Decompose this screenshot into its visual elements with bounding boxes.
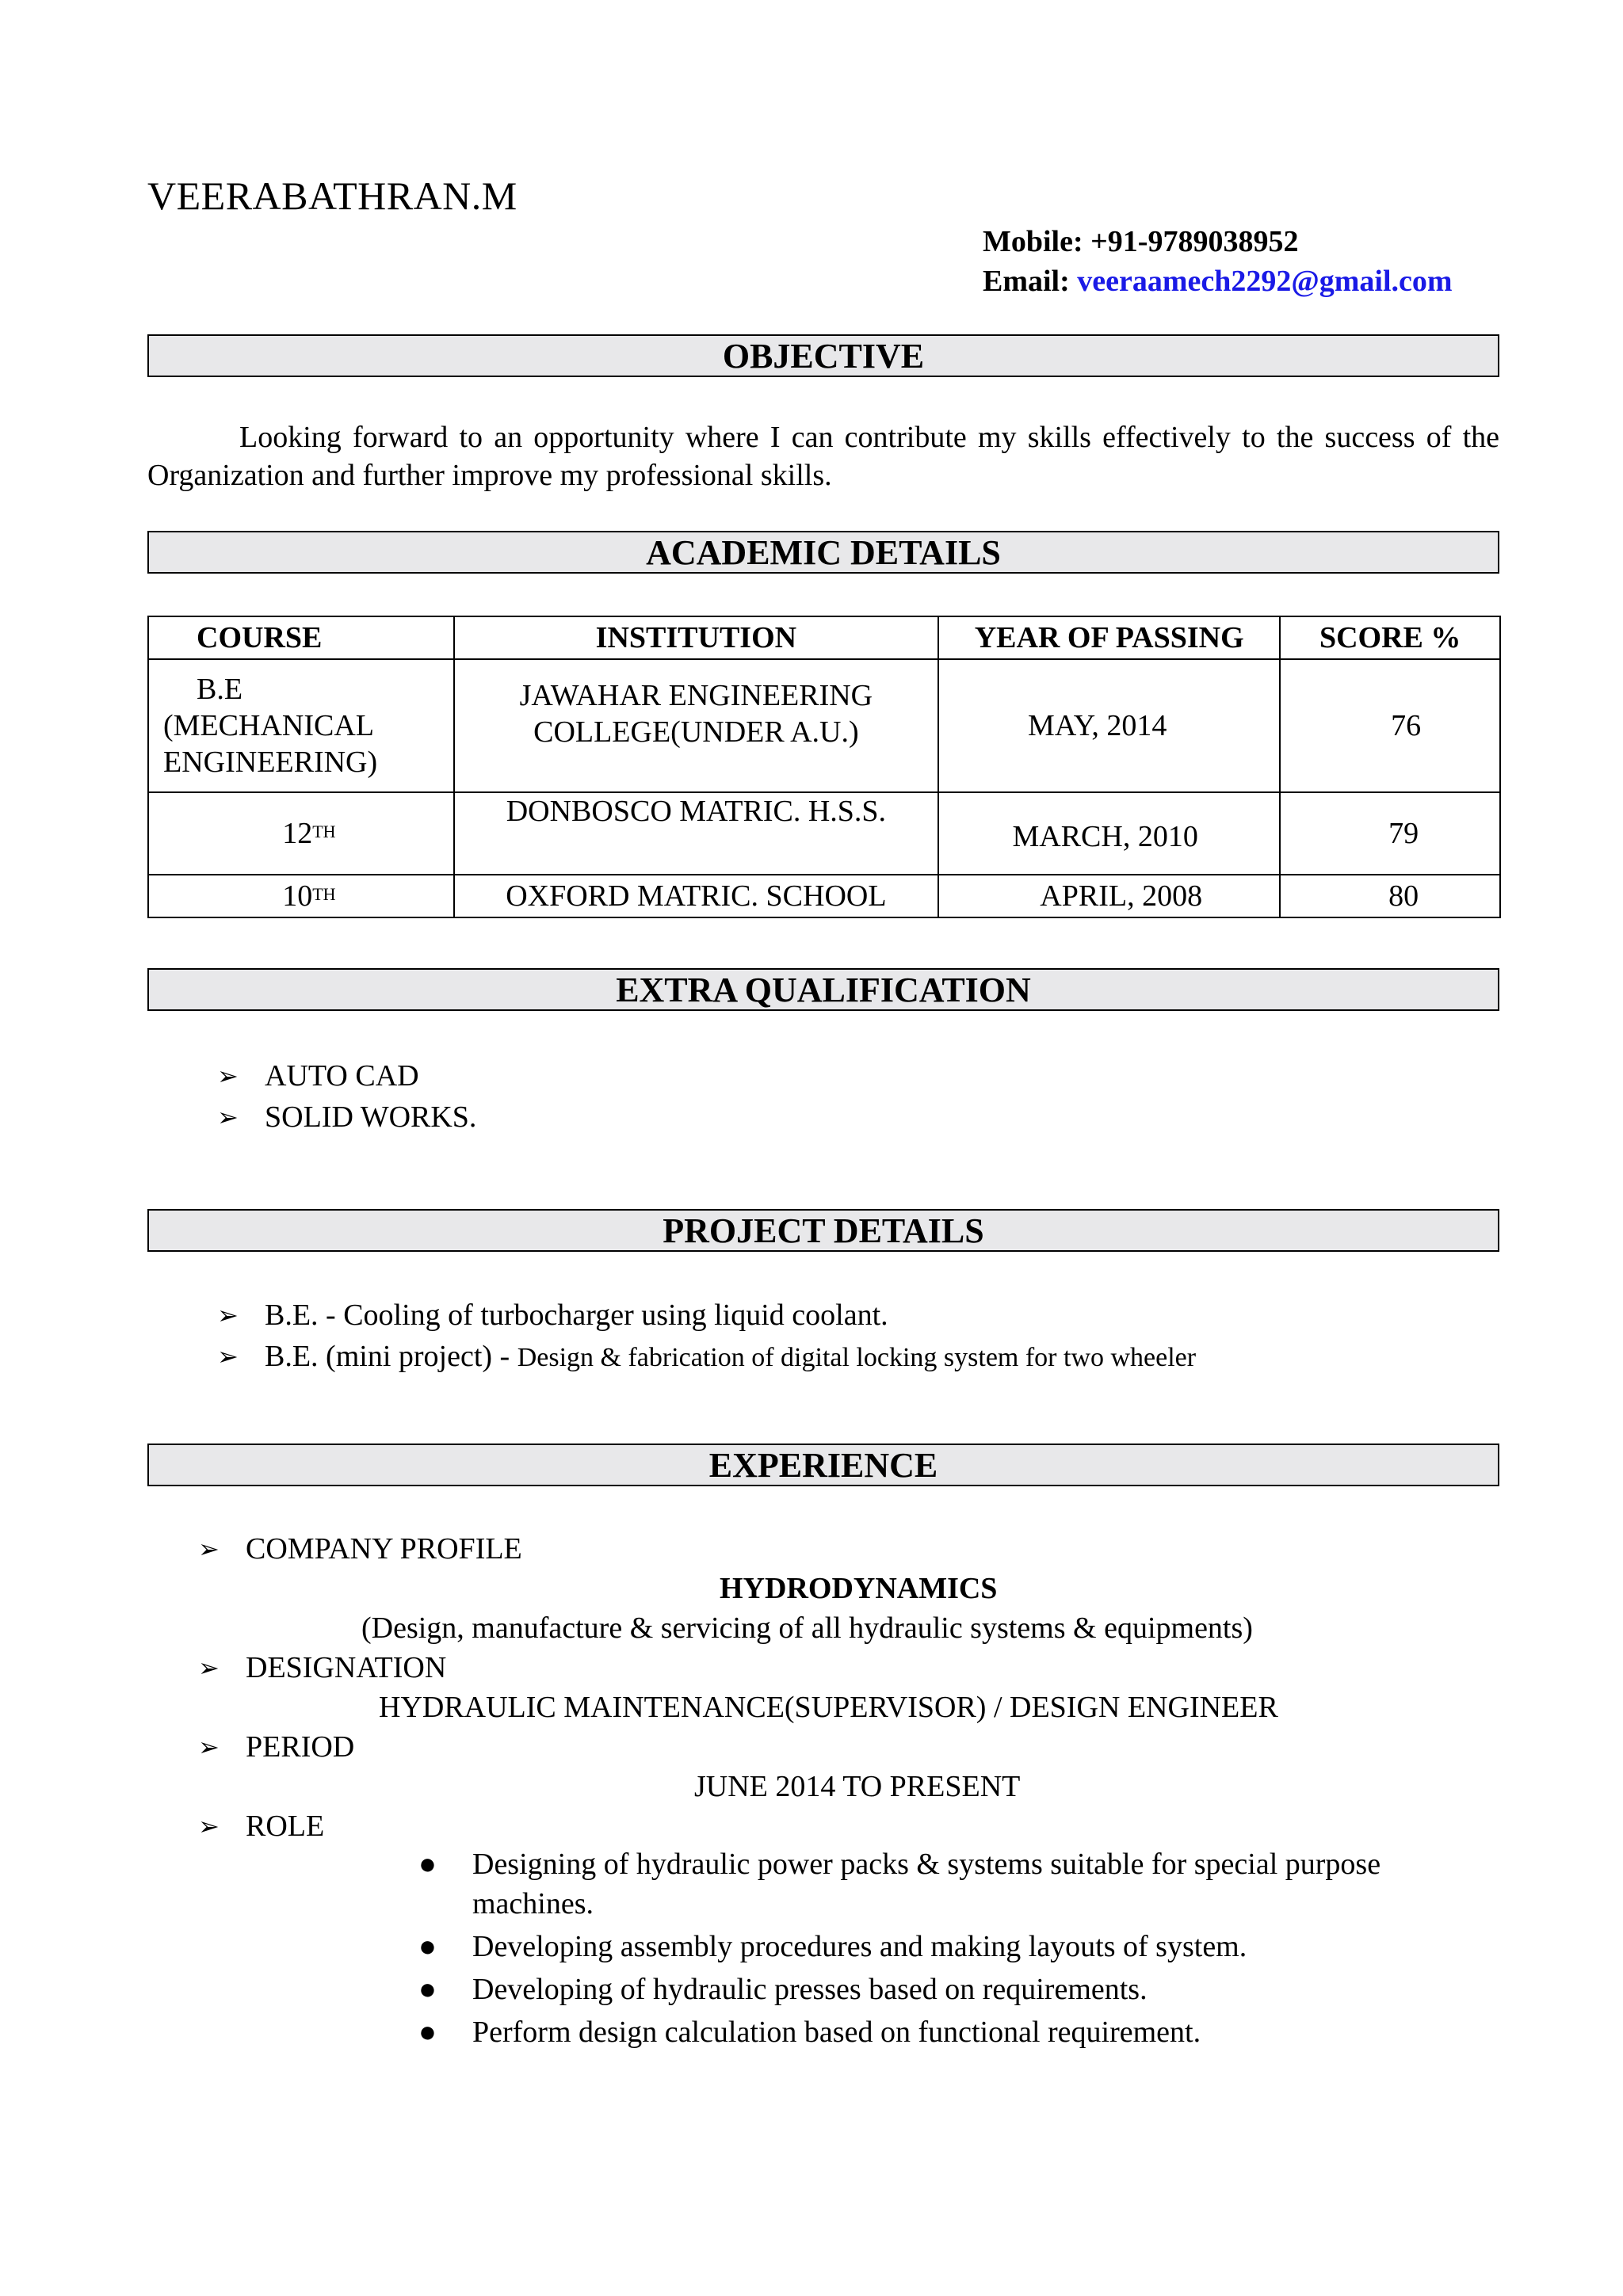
academic-header: ACADEMIC DETAILS: [147, 531, 1499, 574]
arrow-bullet-icon: ➢: [198, 1811, 220, 1841]
list-item: ● Designing of hydraulic power packs & systems suitable for special purpose machines.: [418, 1844, 1504, 1924]
period-value: JUNE 2014 TO PRESENT: [694, 1770, 1021, 1803]
score-cell: 76: [1280, 659, 1500, 792]
objective-text: Looking forward to an opportunity where I can contribute my skills effectively to the success of the Organization and further improve my professional skills.: [147, 421, 1499, 492]
year-cell: MARCH, 2010: [938, 792, 1280, 875]
contact-block: [983, 222, 1453, 301]
institution-cell: JAWAHAR ENGINEERING COLLEGE(UNDER A.U.): [454, 659, 938, 792]
score-cell: 79: [1280, 792, 1500, 875]
arrow-bullet-icon: ➢: [198, 1653, 220, 1683]
project-list: [217, 1295, 1196, 1379]
company-name: HYDRODYNAMICS: [720, 1572, 998, 1605]
extra-qualification-header: EXTRA QUALIFICATION: [147, 968, 1499, 1011]
company-label-row: ➢ COMPANY PROFILE: [198, 1529, 1498, 1569]
email-link[interactable]: veeraamech2292@gmail.com: [1077, 265, 1453, 298]
designation-value: HYDRAULIC MAINTENANCE(SUPERVISOR) / DESIGN ENGINEER: [379, 1691, 1278, 1724]
arrow-bullet-icon: ➢: [217, 1341, 239, 1371]
dot-bullet-icon: ●: [418, 1973, 437, 2006]
institution-cell: OXFORD MATRIC. SCHOOL: [454, 875, 938, 917]
course-cell: B.E (MECHANICAL ENGINEERING): [148, 659, 454, 792]
course-cell: 10TH: [148, 875, 454, 917]
arrow-bullet-icon: ➢: [217, 1300, 239, 1330]
mobile-line: [983, 222, 1453, 261]
column-header-score: SCORE %: [1280, 616, 1500, 659]
objective-header: OBJECTIVE: [147, 334, 1499, 377]
period-label-row: ➢ PERIOD: [198, 1727, 1498, 1767]
table-row: [148, 792, 1500, 875]
arrow-bullet-icon: ➢: [217, 1102, 239, 1132]
list-item: ● Developing of hydraulic presses based on requirements.: [418, 1970, 1504, 2009]
mobile-label: Mobile:: [983, 225, 1083, 258]
column-header-year: YEAR OF PASSING: [938, 616, 1280, 659]
dot-bullet-icon: ●: [418, 2016, 437, 2049]
list-item: ➢ AUTO CAD: [217, 1055, 476, 1097]
extra-qualification-list: [217, 1055, 476, 1138]
arrow-bullet-icon: ➢: [198, 1732, 220, 1762]
designation-label-row: ➢ DESIGNATION: [198, 1648, 1498, 1688]
dot-bullet-icon: ●: [418, 1930, 437, 1963]
academic-table: [147, 616, 1501, 918]
list-item: ➢ SOLID WORKS.: [217, 1097, 476, 1138]
table-header-row: [148, 616, 1500, 659]
course-cell: 12TH: [148, 792, 454, 875]
arrow-bullet-icon: ➢: [217, 1061, 239, 1091]
dot-bullet-icon: ●: [418, 1848, 437, 1881]
candidate-name: VEERABATHRAN.M: [147, 174, 517, 218]
year-cell: MAY, 2014: [938, 659, 1280, 792]
company-description: (Design, manufacture & servicing of all hydraulic systems & equipments): [361, 1611, 1253, 1645]
role-list: [418, 1844, 1504, 2055]
institution-cell: DONBOSCO MATRIC. H.S.S.: [454, 792, 938, 875]
table-row: [148, 659, 1500, 792]
score-cell: 80: [1280, 875, 1500, 917]
arrow-bullet-icon: ➢: [198, 1534, 220, 1564]
column-header-institution: INSTITUTION: [454, 616, 938, 659]
list-item: ➢ B.E. (mini project) - Design & fabrication of digital locking system for two wheeler: [217, 1336, 1196, 1379]
year-cell: APRIL, 2008: [938, 875, 1280, 917]
table-row: [148, 875, 1500, 917]
email-line: [983, 261, 1453, 301]
list-item: ● Developing assembly procedures and making layouts of system.: [418, 1927, 1504, 1966]
email-label: Email:: [983, 265, 1070, 298]
project-details-header: PROJECT DETAILS: [147, 1209, 1499, 1252]
column-header-course: COURSE: [148, 616, 454, 659]
experience-header: EXPERIENCE: [147, 1444, 1499, 1486]
experience-block: [198, 1529, 1498, 1846]
mobile-value: +91-9789038952: [1090, 225, 1299, 258]
list-item: ● Perform design calculation based on functional requirement.: [418, 2012, 1504, 2052]
role-label-row: ➢ ROLE: [198, 1806, 1498, 1846]
list-item: ➢ B.E. - Cooling of turbocharger using liquid coolant.: [217, 1295, 1196, 1336]
